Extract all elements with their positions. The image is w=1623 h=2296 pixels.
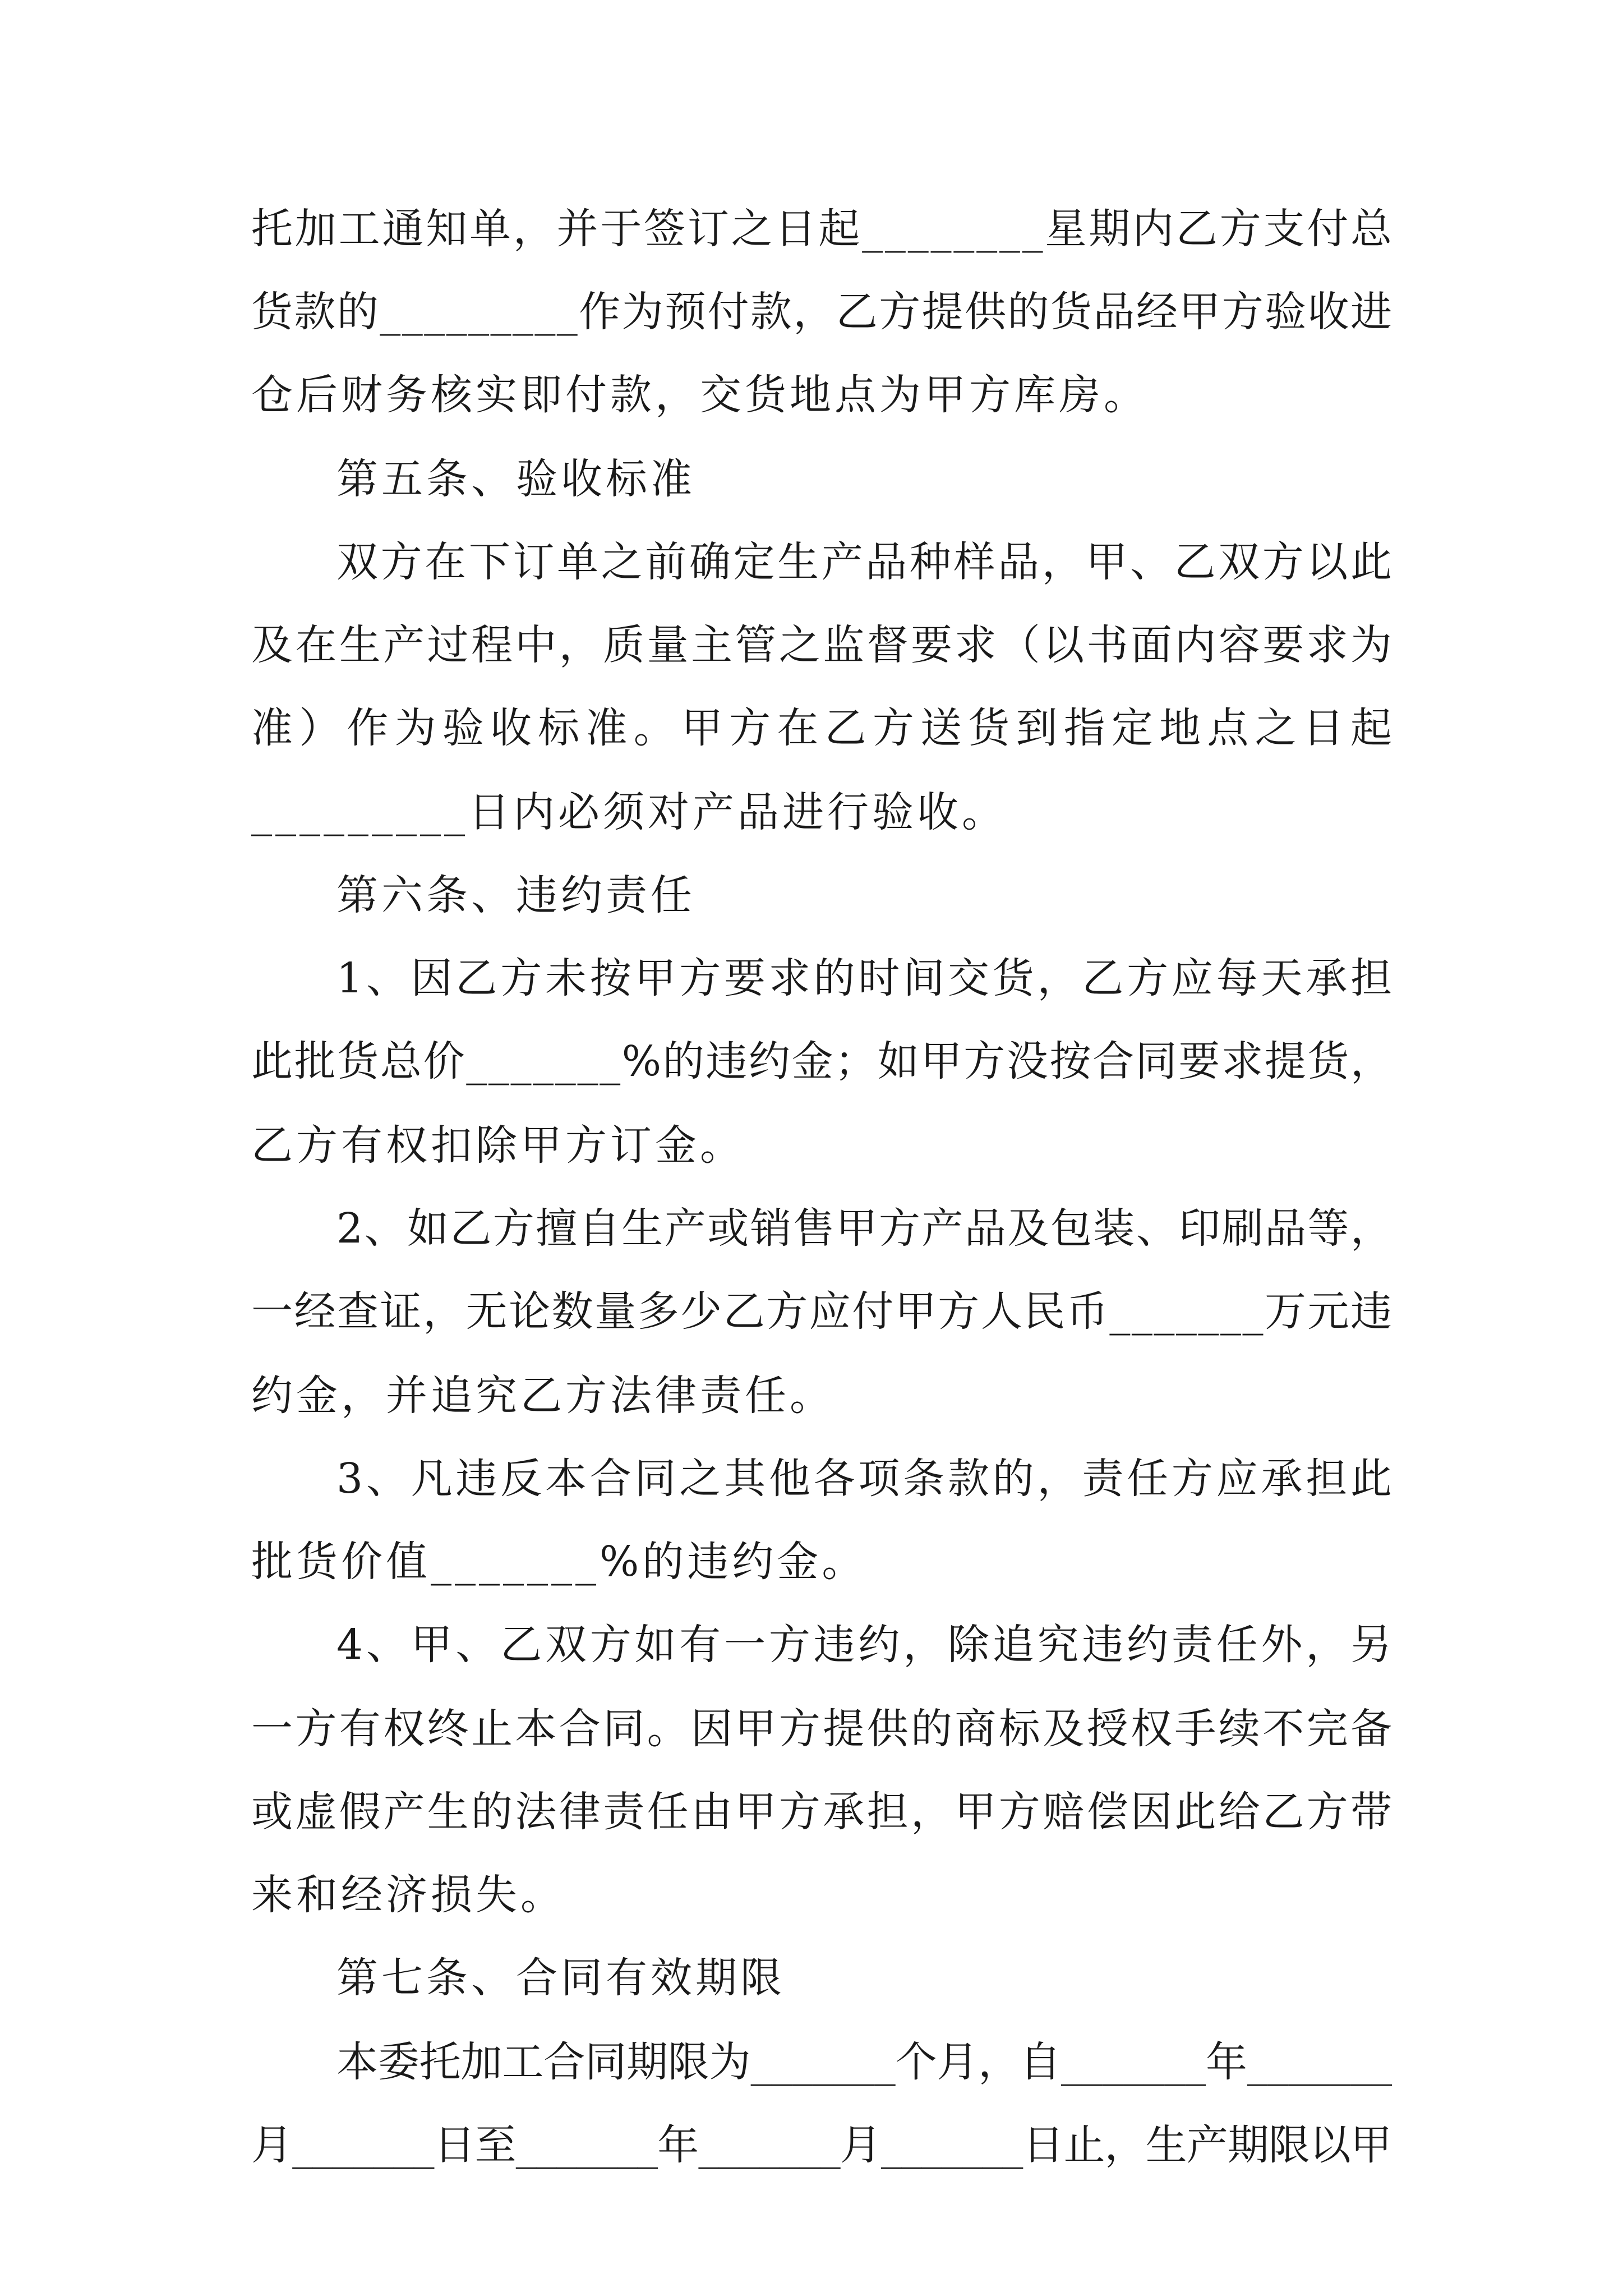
body-text-line: 月_______日至_______年_______月_______日止，生产期限以甲 — [251, 2121, 1392, 2169]
body-text-line: 1、因乙方未按甲方要求的时间交货，乙方应每天承担 — [336, 954, 1395, 1002]
section-heading: 第五条、验收标准 — [336, 455, 695, 503]
section-heading: 第七条、合同有效期限 — [336, 1954, 785, 2002]
body-text-line: 4、甲、乙双方如有一方违约，除追究违约责任外，另 — [336, 1621, 1395, 1669]
body-text-line: 批货价值_______%的违约金。 — [251, 1538, 867, 1586]
body-text-line: 3、凡违反本合同之其他各项条款的，责任方应承担此 — [336, 1455, 1395, 1503]
body-text-line: 一方有权终止本合同。因甲方提供的商标及授权手续不完备 — [251, 1705, 1395, 1753]
body-text-line: 2、如乙方擅自生产或销售甲方产品及包装、印刷品等， — [336, 1204, 1394, 1253]
body-text-line: 来和经济损失。 — [251, 1871, 565, 1919]
body-text-line: 乙方有权扣除甲方订金。 — [251, 1121, 745, 1170]
body-text-line: 及在生产过程中，质量主管之监督要求（以书面内容要求为 — [251, 621, 1395, 669]
body-text-line: 一经查证，无论数量多少乙方应付甲方人民币_______万元违 — [251, 1287, 1394, 1336]
body-text-line: 仓后财务核实即付款，交货地点为甲方库房。 — [251, 371, 1149, 419]
section-heading: 第六条、违约责任 — [336, 871, 695, 919]
body-text-line: 或虚假产生的法律责任由甲方承担，甲方赔偿因此给乙方带 — [251, 1788, 1395, 1836]
body-text-line: _________日内必须对产品进行验收。 — [251, 788, 1007, 836]
body-text-line: 双方在下订单之前确定生产品种样品，甲、乙双方以此 — [336, 538, 1395, 586]
body-text-line: 此批货总价_______%的违约金；如甲方没按合同要求提货， — [251, 1037, 1394, 1085]
body-text-line: 约金，并追究乙方法律责任。 — [251, 1372, 834, 1420]
body-text-line: 准）作为验收标准。甲方在乙方送货到指定地点之日起 — [251, 704, 1399, 752]
body-text-line: 货款的_________作为预付款，乙方提供的货品经甲方验收进 — [251, 288, 1394, 336]
body-text-line: 本委托加工合同期限为_______个月，自_______年_______ — [336, 2038, 1392, 2086]
body-text-line: 托加工通知单，并于签订之日起________星期内乙方支付总 — [251, 205, 1394, 253]
